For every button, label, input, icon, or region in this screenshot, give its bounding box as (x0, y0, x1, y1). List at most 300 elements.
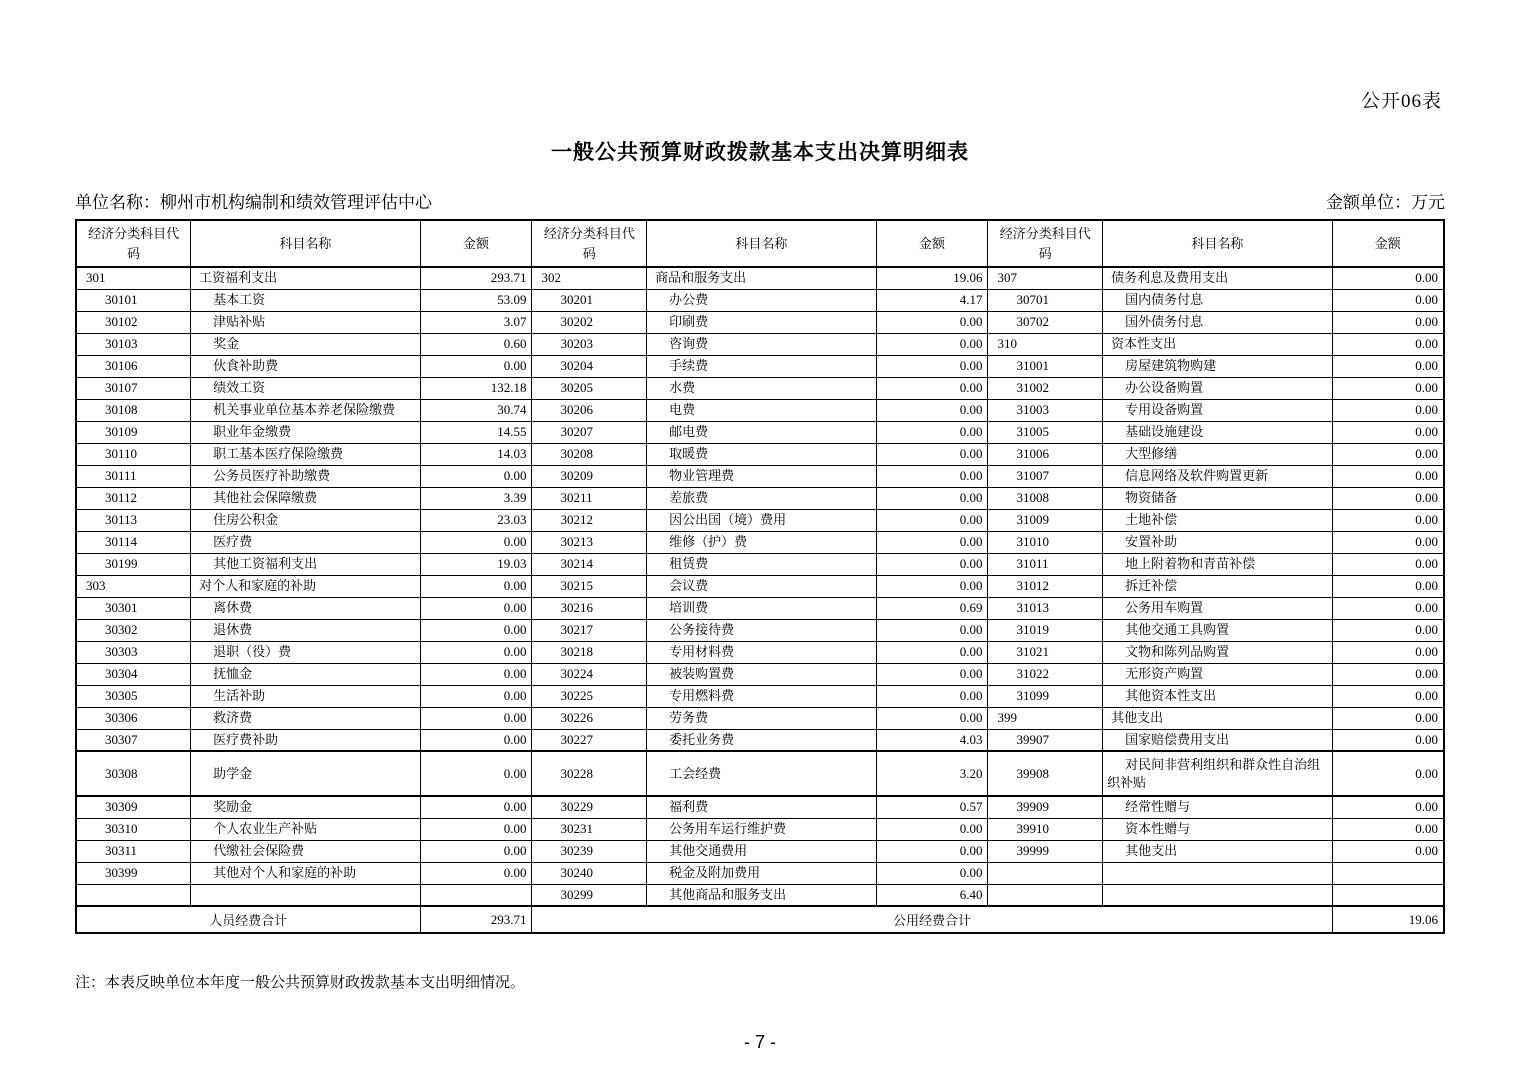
amount-cell: 0.00 (1332, 465, 1444, 487)
name-cell: 专用设备购置 (1103, 399, 1332, 421)
amount-cell: 0.00 (1332, 399, 1444, 421)
name-cell: 信息网络及软件购置更新 (1103, 465, 1332, 487)
name-cell: 国外债务付息 (1103, 311, 1332, 333)
code-cell: 30113 (76, 509, 191, 531)
table-row (76, 465, 1444, 487)
table-row (76, 267, 1444, 289)
amount-cell: 0.00 (1332, 333, 1444, 355)
table-row (76, 421, 1444, 443)
code-cell: 399 (988, 707, 1103, 729)
name-cell: 对个人和家庭的补助 (191, 575, 420, 597)
amount-cell: 0.00 (1332, 729, 1444, 751)
name-cell: 取暖费 (647, 443, 876, 465)
amount-cell: 0.00 (1332, 619, 1444, 641)
code-cell: 30302 (76, 619, 191, 641)
table-row (76, 531, 1444, 553)
name-cell: 福利费 (647, 796, 876, 818)
name-cell: 津贴补贴 (191, 311, 420, 333)
amount-cell: 0.00 (876, 443, 988, 465)
code-cell: 30311 (76, 840, 191, 862)
name-cell: 商品和服务支出 (647, 267, 876, 289)
table-body (76, 267, 1444, 906)
public-total-label: 公用经费合计 (532, 906, 1332, 933)
name-cell: 医疗费补助 (191, 729, 420, 751)
amount-cell: 14.55 (420, 421, 532, 443)
code-cell: 31021 (988, 641, 1103, 663)
name-cell: 住房公积金 (191, 509, 420, 531)
table-row (76, 685, 1444, 707)
form-label: 公开06表 (1360, 91, 1442, 112)
name-header: 科目名称 (191, 220, 420, 267)
name-cell: 租赁费 (647, 553, 876, 575)
code-cell: 30229 (532, 796, 647, 818)
code-cell: 30231 (532, 818, 647, 840)
amount-cell: 23.03 (420, 509, 532, 531)
code-cell: 30206 (532, 399, 647, 421)
code-cell: 30702 (988, 311, 1103, 333)
name-cell: 经常性赠与 (1103, 796, 1332, 818)
code-cell: 303 (76, 575, 191, 597)
amount-cell: 0.00 (876, 685, 988, 707)
amount-cell: 0.00 (1332, 685, 1444, 707)
amount-cell: 0.00 (420, 465, 532, 487)
name-cell (1103, 862, 1332, 884)
code-cell: 30310 (76, 818, 191, 840)
amount-cell: 0.00 (1332, 597, 1444, 619)
name-cell: 个人农业生产补贴 (191, 818, 420, 840)
amount-cell: 0.00 (1332, 663, 1444, 685)
table-row (76, 575, 1444, 597)
amount-cell: 0.00 (876, 355, 988, 377)
table-header-row (76, 220, 1444, 267)
amount-cell: 0.00 (876, 840, 988, 862)
amount-cell: 0.00 (420, 663, 532, 685)
amount-cell: 0.00 (1332, 267, 1444, 289)
amount-cell: 0.00 (876, 663, 988, 685)
name-cell: 工资福利支出 (191, 267, 420, 289)
amount-cell: 19.03 (420, 553, 532, 575)
name-cell: 其他支出 (1103, 840, 1332, 862)
name-cell: 电费 (647, 399, 876, 421)
code-cell: 31005 (988, 421, 1103, 443)
amount-cell: 0.00 (876, 465, 988, 487)
name-cell: 其他商品和服务支出 (647, 884, 876, 906)
amount-cell: 0.00 (876, 818, 988, 840)
code-cell: 30203 (532, 333, 647, 355)
code-cell: 30228 (532, 751, 647, 796)
amount-header: 金额 (1332, 220, 1444, 267)
code-cell: 30217 (532, 619, 647, 641)
amount-cell: 0.00 (1332, 553, 1444, 575)
name-cell: 其他社会保障缴费 (191, 487, 420, 509)
code-cell: 30201 (532, 289, 647, 311)
amount-cell: 0.00 (876, 707, 988, 729)
name-cell: 抚恤金 (191, 663, 420, 685)
code-cell: 30308 (76, 751, 191, 796)
amount-cell: 0.00 (420, 840, 532, 862)
code-cell: 30301 (76, 597, 191, 619)
code-cell: 30307 (76, 729, 191, 751)
name-cell: 委托业务费 (647, 729, 876, 751)
name-cell (1103, 884, 1332, 906)
name-cell: 职工基本医疗保险缴费 (191, 443, 420, 465)
amount-cell: 0.00 (876, 509, 988, 531)
amount-cell: 0.00 (420, 818, 532, 840)
name-cell: 税金及附加费用 (647, 862, 876, 884)
name-cell (191, 884, 420, 906)
amount-cell: 0.00 (1332, 575, 1444, 597)
name-cell: 伙食补助费 (191, 355, 420, 377)
amount-cell: 0.00 (1332, 840, 1444, 862)
name-cell: 培训费 (647, 597, 876, 619)
name-cell: 基础设施建设 (1103, 421, 1332, 443)
table-row (76, 509, 1444, 531)
code-cell: 30701 (988, 289, 1103, 311)
amount-cell: 0.00 (420, 707, 532, 729)
amount-cell: 0.00 (1332, 487, 1444, 509)
amount-cell: 0.00 (420, 641, 532, 663)
table-row (76, 707, 1444, 729)
table-row (76, 751, 1444, 796)
code-cell: 30211 (532, 487, 647, 509)
code-cell: 30227 (532, 729, 647, 751)
public-total-value: 19.06 (1332, 906, 1444, 933)
name-cell: 公务员医疗补助缴费 (191, 465, 420, 487)
table-row (76, 377, 1444, 399)
code-cell: 302 (532, 267, 647, 289)
name-cell: 生活补助 (191, 685, 420, 707)
amount-cell: 0.60 (420, 333, 532, 355)
amount-cell: 0.00 (876, 311, 988, 333)
amount-cell: 4.03 (876, 729, 988, 751)
code-cell: 30215 (532, 575, 647, 597)
code-cell: 30110 (76, 443, 191, 465)
amount-cell: 0.57 (876, 796, 988, 818)
page-number: - 7 - (743, 1032, 776, 1052)
amount-cell: 0.00 (1332, 377, 1444, 399)
code-cell: 39910 (988, 818, 1103, 840)
name-cell: 工会经费 (647, 751, 876, 796)
amount-cell: 0.00 (876, 619, 988, 641)
amount-cell: 0.00 (420, 685, 532, 707)
code-cell: 39907 (988, 729, 1103, 751)
amount-cell: 0.00 (876, 487, 988, 509)
code-cell: 31006 (988, 443, 1103, 465)
code-cell: 39909 (988, 796, 1103, 818)
code-cell: 30205 (532, 377, 647, 399)
name-cell: 资本性赠与 (1103, 818, 1332, 840)
code-cell: 31008 (988, 487, 1103, 509)
name-cell: 劳务费 (647, 707, 876, 729)
amount-cell: 0.00 (1332, 796, 1444, 818)
code-cell: 30204 (532, 355, 647, 377)
personnel-total-label: 人员经费合计 (76, 906, 420, 933)
name-cell: 救济费 (191, 707, 420, 729)
name-cell: 助学金 (191, 751, 420, 796)
name-cell: 退休费 (191, 619, 420, 641)
name-cell: 其他交通费用 (647, 840, 876, 862)
amount-cell: 53.09 (420, 289, 532, 311)
amount-cell: 3.20 (876, 751, 988, 796)
name-cell: 其他对个人和家庭的补助 (191, 862, 420, 884)
name-cell: 专用材料费 (647, 641, 876, 663)
amount-cell: 0.00 (876, 531, 988, 553)
code-cell: 30212 (532, 509, 647, 531)
name-cell: 绩效工资 (191, 377, 420, 399)
code-cell: 30106 (76, 355, 191, 377)
code-cell: 30306 (76, 707, 191, 729)
code-header: 经济分类科目代码 (76, 220, 191, 267)
unit-name-label: 单位名称：柳州市机构编制和绩效管理评估中心 (75, 193, 432, 212)
code-cell: 31013 (988, 597, 1103, 619)
name-cell: 房屋建筑物购建 (1103, 355, 1332, 377)
code-cell: 30207 (532, 421, 647, 443)
amount-header: 金额 (420, 220, 532, 267)
amount-header: 金额 (876, 220, 988, 267)
name-cell: 其他资本性支出 (1103, 685, 1332, 707)
code-cell: 30226 (532, 707, 647, 729)
amount-cell: 3.07 (420, 311, 532, 333)
code-cell: 31012 (988, 575, 1103, 597)
code-cell: 31010 (988, 531, 1103, 553)
name-cell: 维修（护）费 (647, 531, 876, 553)
table-row (76, 796, 1444, 818)
table-row (76, 443, 1444, 465)
amount-cell: 0.00 (876, 377, 988, 399)
code-cell: 30102 (76, 311, 191, 333)
name-cell: 国家赔偿费用支出 (1103, 729, 1332, 751)
code-cell: 30108 (76, 399, 191, 421)
code-cell: 30213 (532, 531, 647, 553)
table-row (76, 597, 1444, 619)
amount-cell: 0.00 (876, 399, 988, 421)
amount-cell: 0.00 (420, 619, 532, 641)
page-title: 一般公共预算财政拨款基本支出决算明细表 (551, 140, 969, 164)
amount-cell: 0.00 (1332, 509, 1444, 531)
amount-cell: 0.00 (876, 553, 988, 575)
name-cell: 水费 (647, 377, 876, 399)
code-cell: 30202 (532, 311, 647, 333)
amount-cell: 0.00 (1332, 531, 1444, 553)
table-row (76, 619, 1444, 641)
amount-cell: 0.00 (420, 751, 532, 796)
name-cell: 国内债务付息 (1103, 289, 1332, 311)
amount-cell: 293.71 (420, 267, 532, 289)
name-cell: 医疗费 (191, 531, 420, 553)
name-cell: 机关事业单位基本养老保险缴费 (191, 399, 420, 421)
amount-cell: 0.00 (1332, 443, 1444, 465)
amount-cell: 6.40 (876, 884, 988, 906)
code-cell: 31003 (988, 399, 1103, 421)
name-cell: 物资储备 (1103, 487, 1332, 509)
amount-cell: 0.00 (876, 333, 988, 355)
code-cell: 301 (76, 267, 191, 289)
code-header: 经济分类科目代码 (532, 220, 647, 267)
code-cell: 39999 (988, 840, 1103, 862)
code-cell: 310 (988, 333, 1103, 355)
amount-cell: 0.00 (1332, 421, 1444, 443)
code-cell: 30218 (532, 641, 647, 663)
table-row (76, 333, 1444, 355)
amount-cell: 0.00 (420, 531, 532, 553)
details-table (75, 219, 1445, 934)
table-row (76, 840, 1444, 862)
code-cell: 30224 (532, 663, 647, 685)
table-row (76, 729, 1444, 751)
name-cell: 文物和陈列品购置 (1103, 641, 1332, 663)
amount-cell (1332, 862, 1444, 884)
table-row (76, 818, 1444, 840)
code-cell: 30103 (76, 333, 191, 355)
code-cell: 30216 (532, 597, 647, 619)
amount-cell: 0.00 (420, 575, 532, 597)
code-cell: 30208 (532, 443, 647, 465)
code-cell: 31009 (988, 509, 1103, 531)
name-header: 科目名称 (1103, 220, 1332, 267)
table-row (76, 399, 1444, 421)
code-cell: 30209 (532, 465, 647, 487)
amount-cell: 0.00 (420, 355, 532, 377)
name-cell: 邮电费 (647, 421, 876, 443)
name-cell: 公务用车购置 (1103, 597, 1332, 619)
code-cell (988, 884, 1103, 906)
personnel-total-value: 293.71 (420, 906, 532, 933)
table-row (76, 355, 1444, 377)
code-cell: 30299 (532, 884, 647, 906)
table-row (76, 553, 1444, 575)
name-cell: 代缴社会保险费 (191, 840, 420, 862)
name-cell: 离休费 (191, 597, 420, 619)
name-cell: 奖金 (191, 333, 420, 355)
amount-cell: 3.39 (420, 487, 532, 509)
amount-cell: 0.69 (876, 597, 988, 619)
name-cell: 奖励金 (191, 796, 420, 818)
amount-cell: 0.00 (420, 796, 532, 818)
name-cell: 会议费 (647, 575, 876, 597)
amount-cell: 19.06 (876, 267, 988, 289)
amount-cell: 30.74 (420, 399, 532, 421)
name-cell: 资本性支出 (1103, 333, 1332, 355)
name-cell: 差旅费 (647, 487, 876, 509)
code-header: 经济分类科目代码 (988, 220, 1103, 267)
amount-cell: 0.00 (1332, 355, 1444, 377)
amount-cell: 0.00 (876, 862, 988, 884)
code-cell: 30309 (76, 796, 191, 818)
code-cell: 31099 (988, 685, 1103, 707)
code-cell: 31002 (988, 377, 1103, 399)
amount-cell (420, 884, 532, 906)
name-cell: 咨询费 (647, 333, 876, 355)
code-cell: 30214 (532, 553, 647, 575)
name-cell: 手续费 (647, 355, 876, 377)
code-cell: 31011 (988, 553, 1103, 575)
code-cell: 31022 (988, 663, 1103, 685)
code-cell: 31007 (988, 465, 1103, 487)
name-cell: 公务接待费 (647, 619, 876, 641)
code-cell: 30240 (532, 862, 647, 884)
name-cell: 无形资产购置 (1103, 663, 1332, 685)
name-cell: 地上附着物和青苗补偿 (1103, 553, 1332, 575)
amount-cell: 14.03 (420, 443, 532, 465)
amount-cell: 132.18 (420, 377, 532, 399)
code-cell: 31001 (988, 355, 1103, 377)
name-cell: 办公设备购置 (1103, 377, 1332, 399)
name-cell: 债务利息及费用支出 (1103, 267, 1332, 289)
table-row (76, 862, 1444, 884)
table-row (76, 487, 1444, 509)
name-cell: 其他工资福利支出 (191, 553, 420, 575)
table-row (76, 884, 1444, 906)
table-row (76, 311, 1444, 333)
amount-cell: 0.00 (1332, 641, 1444, 663)
table-row (76, 289, 1444, 311)
code-cell: 31019 (988, 619, 1103, 641)
table-row (76, 663, 1444, 685)
code-cell: 30399 (76, 862, 191, 884)
amount-cell: 4.17 (876, 289, 988, 311)
name-cell: 因公出国（境）费用 (647, 509, 876, 531)
code-cell: 30239 (532, 840, 647, 862)
name-cell: 被装购置费 (647, 663, 876, 685)
code-cell: 30199 (76, 553, 191, 575)
amount-cell: 0.00 (420, 862, 532, 884)
amount-cell: 0.00 (420, 597, 532, 619)
code-cell: 30305 (76, 685, 191, 707)
amount-cell: 0.00 (420, 729, 532, 751)
code-cell: 30112 (76, 487, 191, 509)
amount-cell: 0.00 (1332, 311, 1444, 333)
name-cell: 公务用车运行维护费 (647, 818, 876, 840)
amount-cell: 0.00 (1332, 707, 1444, 729)
code-cell: 30303 (76, 641, 191, 663)
name-cell: 土地补偿 (1103, 509, 1332, 531)
amount-cell: 0.00 (876, 641, 988, 663)
code-cell: 30114 (76, 531, 191, 553)
code-cell (988, 862, 1103, 884)
table-footer-row (76, 906, 1444, 933)
name-cell: 大型修缮 (1103, 443, 1332, 465)
amount-cell: 0.00 (876, 575, 988, 597)
amount-cell: 0.00 (1332, 751, 1444, 796)
code-cell: 30101 (76, 289, 191, 311)
name-cell: 印刷费 (647, 311, 876, 333)
code-cell: 39908 (988, 751, 1103, 796)
name-cell: 退职（役）费 (191, 641, 420, 663)
name-cell: 专用燃料费 (647, 685, 876, 707)
amount-cell: 0.00 (1332, 289, 1444, 311)
name-cell: 基本工资 (191, 289, 420, 311)
amount-cell (1332, 884, 1444, 906)
name-cell: 办公费 (647, 289, 876, 311)
footnote: 注：本表反映单位本年度一般公共预算财政拨款基本支出明细情况。 (75, 975, 526, 991)
code-cell (76, 884, 191, 906)
name-cell: 拆迁补偿 (1103, 575, 1332, 597)
name-cell: 物业管理费 (647, 465, 876, 487)
meta-row (75, 188, 1445, 213)
name-cell: 其他支出 (1103, 707, 1332, 729)
amount-cell: 0.00 (876, 421, 988, 443)
name-cell: 其他交通工具购置 (1103, 619, 1332, 641)
table-row (76, 641, 1444, 663)
amount-cell: 0.00 (1332, 818, 1444, 840)
code-cell: 307 (988, 267, 1103, 289)
name-cell: 职业年金缴费 (191, 421, 420, 443)
code-cell: 30107 (76, 377, 191, 399)
code-cell: 30225 (532, 685, 647, 707)
amount-unit-label: 金额单位：万元 (1326, 193, 1445, 212)
name-header: 科目名称 (647, 220, 876, 267)
name-cell: 安置补助 (1103, 531, 1332, 553)
